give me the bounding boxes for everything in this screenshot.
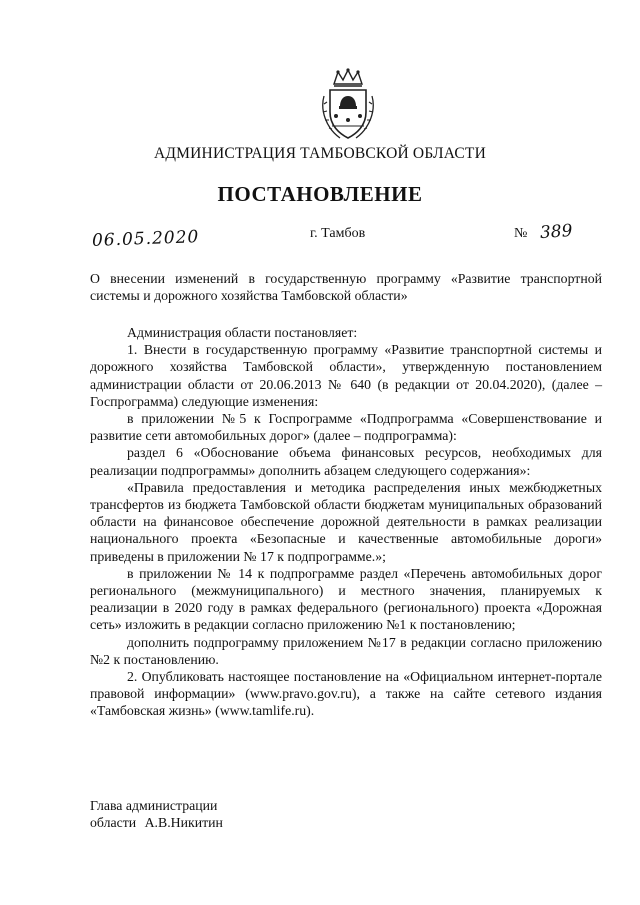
document-date: 06.05.2020 — [91, 227, 200, 251]
signature-block — [90, 797, 223, 831]
signature-position-cont: области — [90, 815, 137, 830]
paragraph: 1. Внести в государственную программу «Развитие транспортной системы и дорожного хозяйства Тамбовской области», утвержденную постановлением администрации области от 20.06.2013 № 640 (в редакции от 20.04.2020), (далее – Госпрограмма) следующие изменения: — [90, 342, 602, 409]
paragraph: дополнить подпрограмму приложением №17 в редакции согласно приложению №2 к постановлению. — [90, 634, 602, 667]
signature-position: Глава администрации — [90, 798, 218, 813]
paragraph: 2. Опубликовать настоящее постановление на «Официальном интернет-портале правовой информации» (www.pravo.gov.ru), а также на сайте сетевого издания «Тамбовская жизнь» (www.tamlife.ru). — [90, 669, 602, 719]
document-title: О внесении изменений в государственную программу «Развитие транспортной системы и дорожного хозяйства Тамбовской области» — [90, 271, 602, 303]
paragraph: в приложении №5 к Госпрограмме «Подпрограмма «Совершенствование и развитие сети автомобильных дорог» (далее – подпрограмма): — [90, 411, 602, 444]
paragraph: «Правила предоставления и методика распределения иных межбюджетных трансфертов из бюджета Тамбовской области бюджетам муниципальных образований области на финансовое обеспечение дорожной деятельности в рамках реализации национального проекта «Безопасные и качественные автомобильные дороги» приведены в приложении № 17 к подпрограмме.»; — [90, 479, 602, 564]
paragraph: раздел 6 «Обоснование объема финансовых ресурсов, необходимых для реализации подпрограммы» дополнить абзацем следующего содержания»: — [90, 445, 602, 478]
document-number: 389 — [539, 220, 574, 244]
preamble: Администрация области постановляет: — [127, 325, 358, 340]
document-number-label: № — [514, 226, 528, 241]
coat-of-arms-icon — [318, 66, 378, 142]
document-type: ПОСТАНОВЛЕНИЕ — [217, 182, 423, 206]
document-body — [90, 324, 602, 720]
paragraph: в приложении № 14 к подпрограмме раздел «Перечень автомобильных дорог регионального (межмуниципального) и местного значения, планируемых к реализации в 2020 году в рамках федерального (регионального) проекта «Дорожная сеть» изложить в редакции согласно приложению №1 к постановлению; — [90, 565, 602, 633]
organization-name: АДМИНИСТРАЦИЯ ТАМБОВСКОЙ ОБЛАСТИ — [154, 145, 486, 162]
signature-line — [90, 814, 223, 831]
document-city: г. Тамбов — [310, 226, 366, 241]
signature-name: А.В.Никитин — [144, 815, 223, 830]
